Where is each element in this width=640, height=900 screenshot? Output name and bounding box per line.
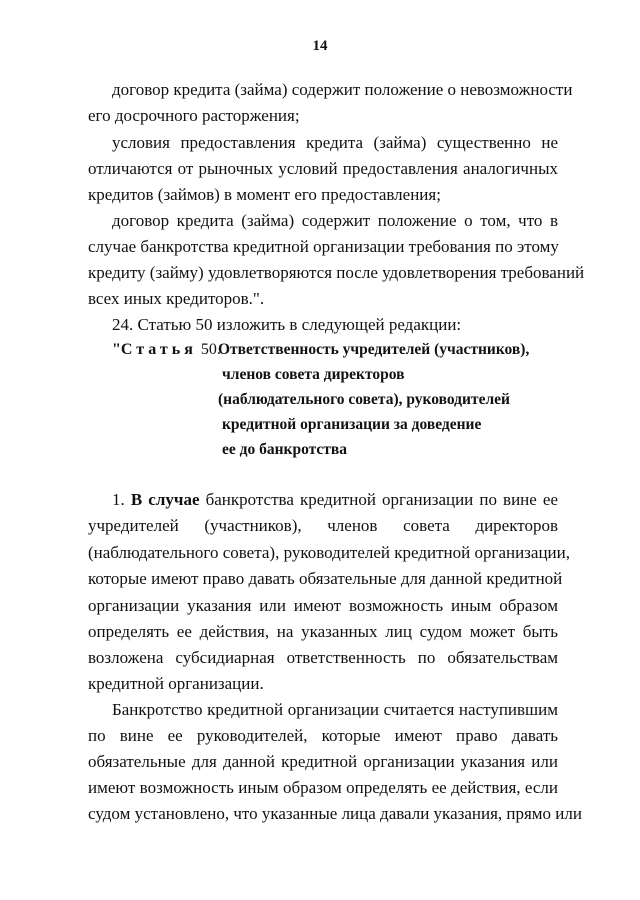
text-line: по вине ее руководителей, которые имеют право давать	[88, 726, 558, 745]
article-title-line: ее до банкротства	[222, 441, 348, 458]
article-title-line: членов совета директоров	[222, 366, 405, 383]
text-line: кредиту (займу) удовлетворяются после удовлетворения требований	[88, 263, 585, 282]
article-word: Статья	[120, 341, 197, 358]
page-number: 14	[312, 38, 328, 54]
text-line: случае банкротства кредитной организации требования по этому	[88, 237, 559, 256]
text-line: учредителей (участников), членов совета директоров	[88, 516, 558, 535]
text-line	[112, 490, 558, 510]
text-line: договор кредита (займа) содержит положение о невозможности	[112, 80, 573, 99]
article-label	[112, 340, 232, 360]
text-line: которые имеют право давать обязательные для данной кредитной	[88, 569, 563, 588]
text-line: организации указания или имеют возможность иным образом	[88, 596, 558, 615]
amendment-heading: 24. Статью 50 изложить в следующей редакции:	[112, 315, 462, 334]
article-title-line: (наблюдательного совета), руководителей	[218, 391, 510, 408]
text-line: (наблюдательного совета), руководителей кредитной организации,	[88, 543, 570, 562]
text-line: договор кредита (займа) содержит положение о том, что в	[112, 211, 558, 230]
open-quote: "	[112, 341, 121, 358]
text-line: судом установлено, что указанные лица давали указания, прямо или	[88, 804, 582, 823]
text-line: отличаются от рыночных условий предоставления аналогичных	[88, 159, 558, 178]
text-line: всех иных кредиторов.".	[88, 289, 265, 308]
article-title-line: Ответственность учредителей (участников),	[218, 341, 530, 358]
text-line: определять ее действия, на указанных лиц судом может быть	[88, 622, 558, 641]
article-number: 50.	[200, 341, 221, 358]
text-line: условия предоставления кредита (займа) существенно не	[112, 133, 558, 152]
text-line: его досрочного расторжения;	[88, 106, 300, 125]
text-line: кредитов (займов) в момент его предоставления;	[88, 185, 441, 204]
text-line: Банкротство кредитной организации считается наступившим	[112, 700, 558, 719]
text-fragment: банкротства кредитной организации по вине ее	[205, 490, 559, 509]
text-line: имеют возможность иным образом определять ее действия, если	[88, 778, 558, 797]
article-title-line: кредитной организации за доведение	[222, 416, 482, 433]
bold-phrase: В случае	[130, 490, 200, 509]
clause-number: 1.	[112, 490, 125, 509]
text-line: кредитной организации.	[88, 674, 264, 693]
text-line: возложена субсидиарная ответственность по обязательствам	[88, 648, 558, 667]
text-line: обязательные для данной кредитной организации указания или	[88, 752, 558, 771]
